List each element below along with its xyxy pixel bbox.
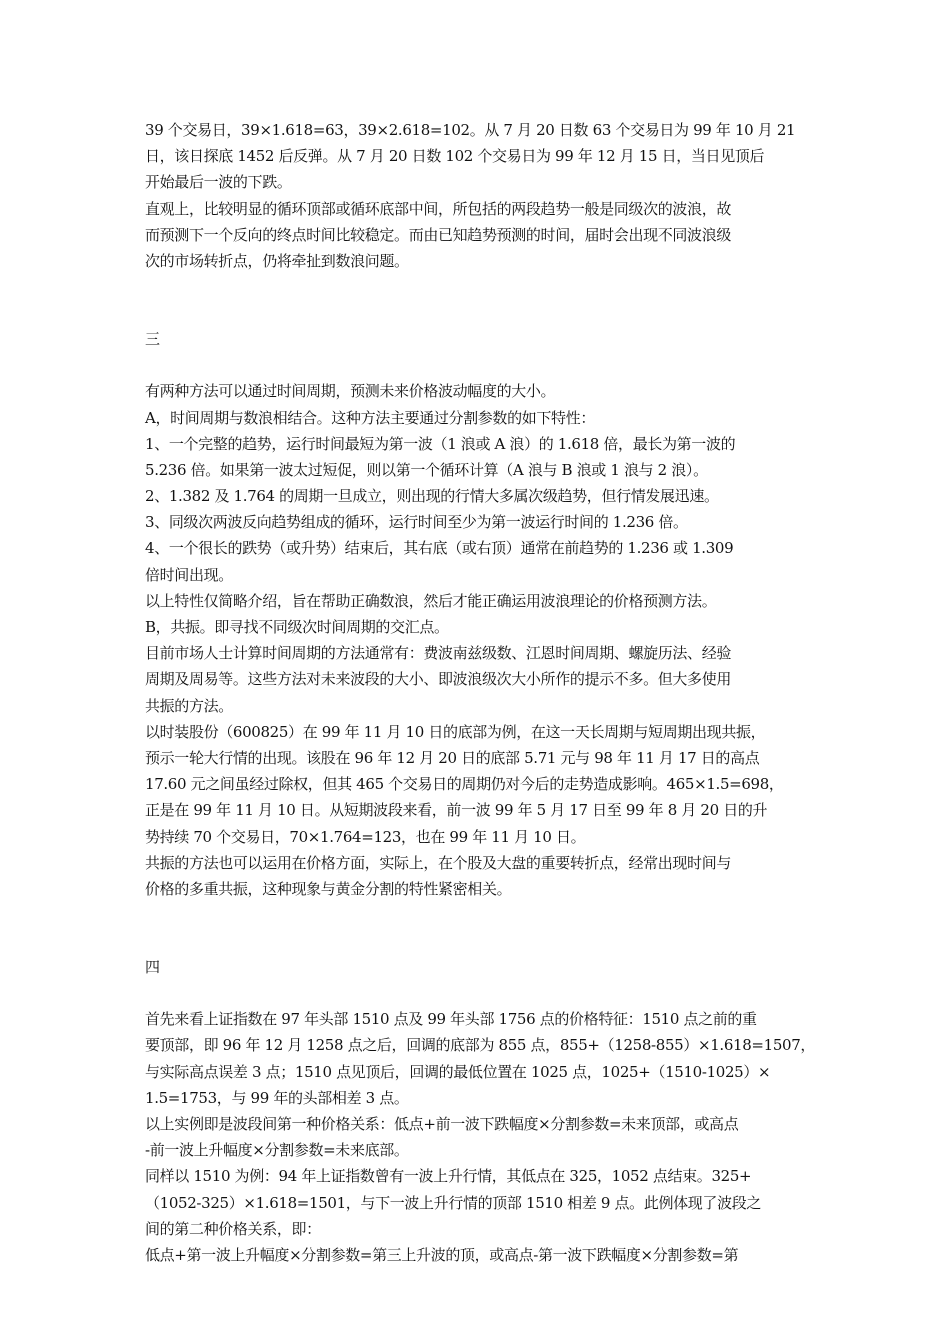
text-line: 以上特性仅简略介绍，旨在帮助正确数浪，然后才能正确运用波浪理论的价格预测方法。 <box>145 591 717 610</box>
text-line: 首先来看上证指数在 97 年头部 1510 点及 99 年头部 1756 点的价格特征：1510 点之前的重 <box>145 1010 757 1029</box>
text-line: 2、1.382 及 1.764 的周期一旦成立，则出现的行情大多属次级趋势，但行情发展迅速。 <box>145 487 719 506</box>
blank-space <box>145 902 807 954</box>
section-heading: 三 <box>145 330 161 349</box>
text-line: 3、同级次两波反向趋势组成的循环，运行时间至少为第一波运行时间的 1.236 倍。 <box>145 513 688 532</box>
text-line: 4、一个很长的跌势（或升势）结束后，其右底（或右顶）通常在前趋势的 1.236 或 1.309 <box>145 539 734 558</box>
text-line: 以上实例即是波段间第一种价格关系：低点+前一波下跌幅度×分割参数=未来顶部，或高点 <box>145 1115 739 1133</box>
text-line: 预示一轮大行情的出现。该股在 96 年 12 月 20 日的底部 5.71 元与 98 年 11 月 17 日的高点 <box>145 748 760 767</box>
blank-space <box>145 352 807 378</box>
text-line: 要顶部，即 96 年 12 月 1258 点之后，回调的底部为 855 点，855+（1258-855）×1.618=1507， <box>145 1036 816 1055</box>
text-line: 势持续 70 个交易日，70×1.764=123，也在 99 年 11 月 10 日。 <box>145 827 586 846</box>
text-line: 而预测下一个反向的终点时间比较稳定。而由已知趋势预测的时间，届时会出现不同波浪级 <box>145 225 732 244</box>
section-three <box>145 326 807 902</box>
text-line: A，时间周期与数浪相结合。这种方法主要通过分割参数的如下特性： <box>145 408 595 427</box>
text-line: 同样以 1510 为例：94 年上证指数曾有一波上升行情，其低点在 325，1052 点结束。325+ <box>145 1167 752 1186</box>
text-line: 倍时间出现。 <box>145 565 233 584</box>
text-line: 1.5=1753，与 99 年的头部相差 3 点。 <box>145 1088 409 1107</box>
text-line: 1、一个完整的趋势，运行时间最短为第一波（1 浪或 A 浪）的 1.618 倍，最长为第一波的 <box>145 434 736 453</box>
text-line: 周期及周易等。这些方法对未来波段的大小、即波浪级次大小所作的提示不多。但大多使用 <box>145 670 732 689</box>
text-line: 共振的方法。 <box>145 696 233 715</box>
text-line: -前一波上升幅度×分割参数=未来底部。 <box>145 1141 409 1160</box>
text-line: 共振的方法也可以运用在价格方面，实际上，在个股及大盘的重要转折点，经常出现时间与 <box>145 853 732 872</box>
document-page <box>145 117 816 1268</box>
text-line: 以时装股份（600825）在 99 年 11 月 10 日的底部为例，在这一天长周期与短周期出现共振， <box>145 722 766 741</box>
text-line: 价格的多重共振，这种现象与黄金分割的特性紧密相关。 <box>145 879 512 898</box>
text-line: 5.236 倍。如果第一波太过短促，则以第一个循环计算（A 浪与 B 浪或 1 浪与 2 浪）。 <box>145 460 708 479</box>
text-line: 次的市场转折点，仍将牵扯到数浪问题。 <box>145 251 409 270</box>
text-line: 目前市场人士计算时间周期的方法通常有：费波南兹级数、江恩时间周期、螺旋历法、经验 <box>145 644 732 663</box>
blank-space <box>145 980 807 1006</box>
section-four <box>145 954 816 1268</box>
text-line: 17.60 元之间虽经过除权，但其 465 个交易日的周期仍对今后的走势造成影响。465×1.5=698， <box>145 775 784 794</box>
text-line: 与实际高点误差 3 点；1510 点见顶后，回调的最低位置在 1025 点，1025+（1510-1025）× <box>145 1062 771 1081</box>
text-line: （1052-325）×1.618=1501，与下一波上升行情的顶部 1510 相差 9 点。此例体现了波段之 <box>145 1193 762 1212</box>
text-line: 直观上，比较明显的循环顶部或循环底部中间，所包括的两段趋势一般是同级次的波浪，故 <box>145 199 732 218</box>
text-line: 有两种方法可以通过时间周期，预测未来价格波动幅度的大小。 <box>145 382 556 401</box>
text-line: 低点+第一波上升幅度×分割参数=第三上升波的顶，或高点-第一波下跌幅度×分割参数=第 <box>145 1245 739 1264</box>
text-line: B，共振。即寻找不同级次时间周期的交汇点。 <box>145 618 449 636</box>
text-line: 正是在 99 年 11 月 10 日。从短期波段来看，前一波 99 年 5 月 17 日至 99 年 8 月 20 日的升 <box>145 801 768 820</box>
text-line: 间的第二种价格关系，即： <box>145 1219 321 1238</box>
text-line: 39 个交易日，39×1.618=63，39×2.618=102。从 7 月 20 日数 63 个交易日为 99 年 10 月 21 <box>145 121 796 139</box>
blank-space <box>145 274 807 326</box>
text-line: 日，该日探底 1452 后反弹。从 7 月 20 日数 102 个交易日为 99 年 12 月 15 日，当日见顶后 <box>145 147 765 166</box>
section-intro <box>145 117 807 274</box>
section-heading: 四 <box>145 958 161 977</box>
text-line: 开始最后一波的下跌。 <box>145 173 292 192</box>
